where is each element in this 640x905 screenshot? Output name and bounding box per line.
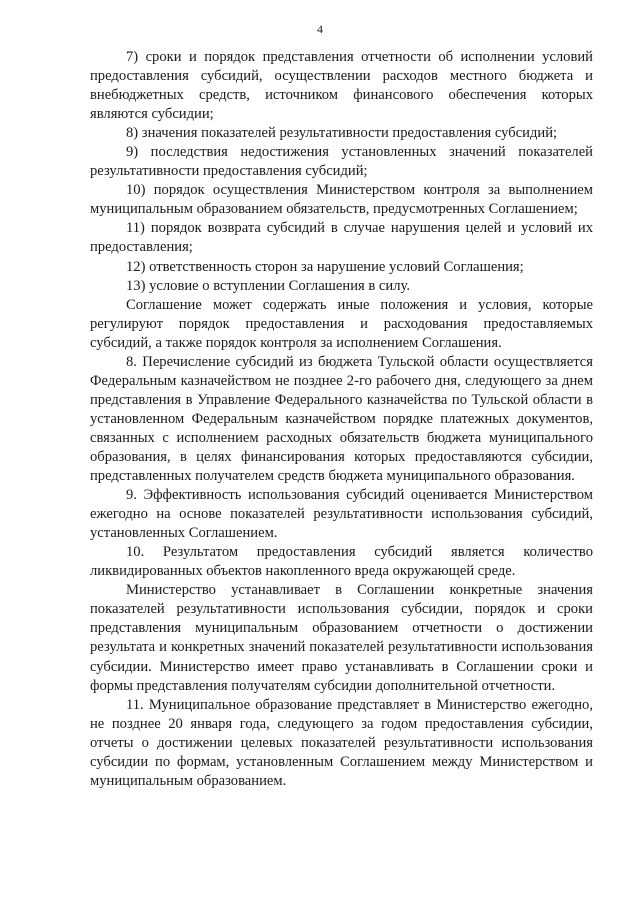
paragraph-item-8: 8) значения показателей результативности предоставления субсидий; — [126, 125, 558, 142]
document-body — [90, 48, 593, 791]
paragraph-section-9: 9. Эффективность использования субсидий оценивается Министерством ежегодно на основе показателей результативности использования субсидий, установленных Соглашением. — [90, 487, 593, 542]
paragraph-section-8: 8. Перечисление субсидий из бюджета Тульской области осуществляется Федеральным казначейством не позднее 2-го рабочего дня, следующего за днем представления в Управление Федерального казначейства по Тульской области в установленном Федеральным казначейством порядке платежных документов, связанных с исполнением расходных обязательств бюджета муниципального образования, в целях финансирования которых предоставляются субсидии, представленных получателем средств бюджета муниципального образования. — [90, 353, 593, 485]
paragraph-agreement-terms: Соглашение может содержать иные положения и условия, которые регулируют порядок предоставления и расходования предоставляемых субсидий, а также порядок контроля за исполнением Соглашения. — [90, 296, 593, 351]
paragraph-item-12: 12) ответственность сторон за нарушение условий Соглашения; — [126, 258, 524, 275]
paragraph-section-11: 11. Муниципальное образование представляет в Министерство ежегодно, не позднее 20 января года, следующего за годом предоставления субсидии, отчеты о достижении целевых показателей результативности использования субсидии по формам, установленным Соглашением между Министерством и муниципальным образованием. — [90, 696, 593, 789]
paragraph-section-10: 10. Результатом предоставления субсидий является количество ликвидированных объектов накопленного вреда окружающей среде. — [90, 544, 593, 580]
page-number: 4 — [317, 22, 323, 36]
paragraph-item-11: 11) порядок возврата субсидий в случае нарушения целей и условий их предоставления; — [90, 220, 593, 256]
paragraph-ministry-indicators: Министерство устанавливает в Соглашении конкретные значения показателей результативности использования субсидии, порядок и сроки представления муниципальным образованием отчетности о достижении результата и конкретных значений показателей результативности использования субсидии. Министерство имеет право устанавливать в Соглашении сроки и формы представления получателям субсидии дополнительной отчетности. — [90, 582, 593, 694]
paragraph-item-13: 13) условие о вступлении Соглашения в силу. — [126, 277, 410, 294]
paragraph-item-9: 9) последствия недостижения установленных значений показателей результативности предоставления субсидий; — [90, 144, 593, 180]
paragraph-item-7: 7) сроки и порядок представления отчетности об исполнении условий предоставления субсидий, осуществлении расходов местного бюджета и внебюджетных средств, источником финансового обеспечения которых являются субсидии; — [90, 49, 593, 123]
paragraph-item-10: 10) порядок осуществления Министерством контроля за выполнением муниципальным образованием обязательств, предусмотренных Соглашением; — [90, 182, 593, 218]
